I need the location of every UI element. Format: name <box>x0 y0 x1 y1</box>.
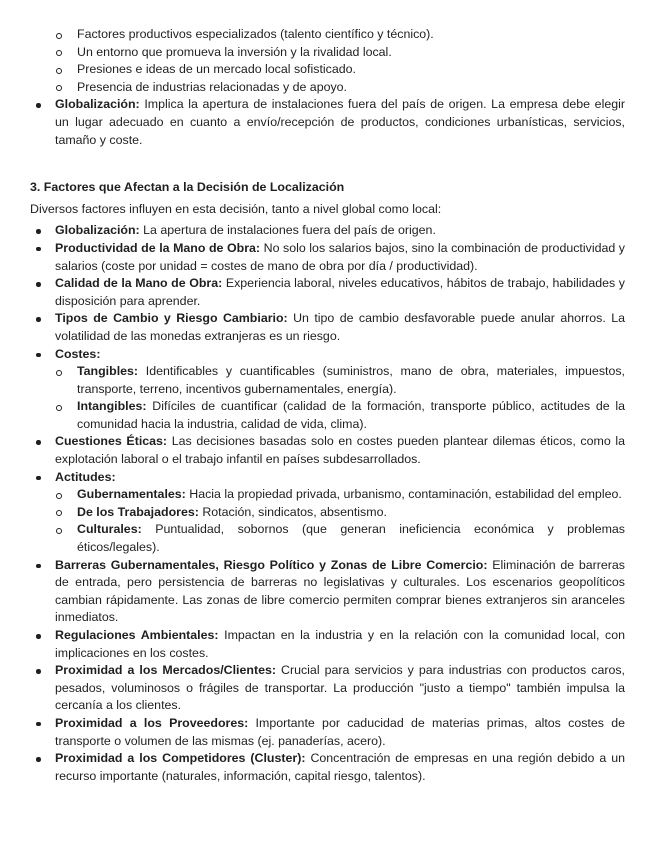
list-item: De los Trabajadores: Rotación, sindicatos, absentismo. <box>30 504 625 522</box>
list-item: Proximidad a los Competidores (Cluster): Concentración de empresas en una región debido a un recurso importante (naturales, información, capital riesgo, talentos). <box>30 750 625 785</box>
porter-factors-sublist <box>30 26 625 96</box>
section-heading: 3. Factores que Afectan a la Decisión de Localización <box>30 180 345 195</box>
list-item: Intangibles: Difíciles de cuantificar (calidad de la formación, transporte público, actitudes de la comunidad hacia la industria, calidad de vida, clima). <box>30 398 625 433</box>
list-item: Culturales: Puntualidad, sobornos (que generan ineficiencia económica y problemas éticos/legales). <box>30 521 625 556</box>
list-item: Presiones e ideas de un mercado local sofisticado. <box>30 61 625 79</box>
list-item-actitudes: Actitudes: Gubernamentales: Hacia la propiedad privada, urbanismo, contaminación, estabilidad del empleo. De los Trabajadores: Rotación, sindicatos, absentismo. Culturales: Puntualidad, sobornos (que generan ineficiencia económica y problemas éticos/legales). <box>30 469 625 557</box>
list-item: Proximidad a los Proveedores: Importante por caducidad de materias primas, altos costes de transporte o volumen de las mismas (ej. panaderías, acero). <box>30 715 625 750</box>
actitudes-sublist <box>55 486 625 556</box>
section-intro: Diversos factores influyen en esta decisión, tanto a nivel global como local: <box>30 201 442 216</box>
costes-sublist <box>55 363 625 433</box>
list-item: Productividad de la Mano de Obra: No solo los salarios bajos, sino la combinación de productividad y salarios (coste por unidad = costes de mano de obra por día / productividad). <box>30 240 625 275</box>
list-item: Regulaciones Ambientales: Impactan en la industria y en la relación con la comunidad local, con implicaciones en los costes. <box>30 627 625 662</box>
list-item: Un entorno que promueva la inversión y la rivalidad local. <box>30 44 625 62</box>
list-item-costes: Costes: Tangibles: Identificables y cuantificables (suministros, mano de obra, materiales, impuestos, transporte, terreno, incentivos gubernamentales, energía). Intangibles: Difíciles de cuantificar (calidad de la formación, transporte público, actitudes de la comunidad hacia la industria, calidad de vida, clima). <box>30 346 625 434</box>
list-item: Cuestiones Éticas: Las decisiones basadas solo en costes pueden plantear dilemas éticos, como la explotación laboral o el trabajo infantil en países subdesarrollados. <box>30 433 625 468</box>
list-item-globalizacion: Globalización: Implica la apertura de instalaciones fuera del país de origen. La empresa debe elegir un lugar adecuado en cuanto a envío/recepción de productos, condiciones urbanísticas, servicios, tamaño y coste. <box>30 96 625 149</box>
top-bullet-list <box>30 96 625 149</box>
list-item: Factores productivos especializados (talento científico y técnico). <box>30 26 625 44</box>
list-item: Tangibles: Identificables y cuantificables (suministros, mano de obra, materiales, impuestos, transporte, terreno, incentivos gubernamentales, energía). <box>30 363 625 398</box>
list-item: Gubernamentales: Hacia la propiedad privada, urbanismo, contaminación, estabilidad del empleo. <box>30 486 625 504</box>
list-item: Proximidad a los Mercados/Clientes: Crucial para servicios y para industrias con productos caros, pesados, voluminosos o frágiles de transportar. La producción "justo a tiempo" también impulsa la cercanía a los clientes. <box>30 662 625 715</box>
list-item: Calidad de la Mano de Obra: Experiencia laboral, niveles educativos, hábitos de trabajo, habilidades y disposición para aprender. <box>30 275 625 310</box>
list-item: Globalización: La apertura de instalaciones fuera del país de origen. <box>30 222 625 240</box>
factors-list <box>30 222 625 785</box>
list-item: Tipos de Cambio y Riesgo Cambiario: Un tipo de cambio desfavorable puede anular ahorros. La volatilidad de las monedas extranjeras es un riesgo. <box>30 310 625 345</box>
list-item: Barreras Gubernamentales, Riesgo Político y Zonas de Libre Comercio: Eliminación de barreras de entrada, pero persistencia de barreras no legislativas y culturales. Los escenarios geopolíticos cambian rápidamente. Las zonas de libre comercio permiten comprar bienes extranjeros sin aranceles inmediatos. <box>30 557 625 627</box>
list-item: Presencia de industrias relacionadas y de apoyo. <box>30 79 625 97</box>
